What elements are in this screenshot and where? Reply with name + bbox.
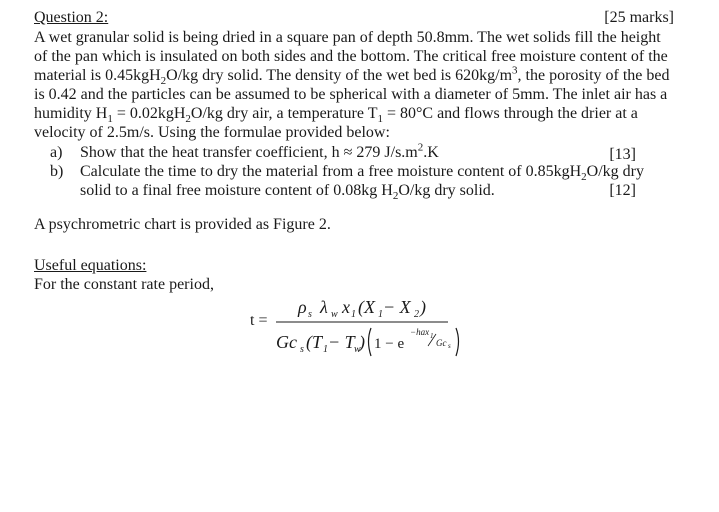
useful-equations-heading: Useful equations:	[34, 257, 147, 274]
eq-Tw-sub: w	[354, 344, 361, 355]
part-a-text: Show that the heat transfer coefficient, h ≈ 279 $J/s.m^2.K$	[80, 141, 439, 161]
eq-G: Gc	[276, 332, 297, 352]
eq-T-close: )	[359, 332, 365, 352]
constant-rate-label: For the constant rate period,	[34, 276, 214, 293]
eq-rho: ρ	[298, 297, 307, 317]
part-b-marks: [12]	[609, 182, 636, 199]
body-line-6: velocity of 2.5m/s. Using the formulae provided below:	[34, 124, 390, 141]
part-a-label: a)	[50, 144, 63, 161]
eq-lambda: λ	[320, 297, 328, 317]
eq-G-sub: s	[300, 344, 304, 355]
part-b-text: Calculate the time to dry the material from a free moisture content of 0.85kgH$_2$O/kg dry solid to a final free moisture content of 0.08kg $H_2O/kg$ dry solid.	[80, 163, 644, 203]
eq-T: (T	[306, 332, 323, 352]
body-line-3: material is 0.45kgH$_2$O/kg dry solid. The density of the wet bed is $620kg/m^3$, the porosity of the bed	[34, 64, 670, 88]
body-line-4: is 0.42 and the particles can be assumed to be spherical with a diameter of 5mm. The inlet air has a	[34, 86, 668, 103]
question-title: Question 2:	[34, 9, 109, 26]
eq-T-minus: − T	[328, 332, 355, 352]
eq-T1-sub: 1	[323, 344, 328, 355]
body-line-2: of the pan which is insulated on both sides and the bottom. The critical free moisture content of the	[34, 48, 668, 65]
eq-exponent-den-sub: s	[448, 342, 451, 350]
eq-rho-sub: s	[308, 309, 312, 320]
question-marks: [25 marks]	[604, 9, 674, 26]
eq-X1-sub: 1	[378, 309, 383, 320]
question-body	[34, 28, 682, 142]
body-line-1: A wet granular solid is being dried in a square pan of depth 50.8mm. The wet solids fill the height	[34, 29, 661, 46]
eq-x: x	[342, 297, 350, 317]
equation-svg	[250, 296, 470, 376]
drying-time-equation	[250, 296, 470, 376]
eq-exponent-sub: 1	[430, 332, 434, 340]
chart-note: A psychrometric chart is provided as Figure 2.	[34, 216, 331, 233]
eq-X1: (X	[358, 297, 375, 317]
eq-X2-sub: 2	[414, 309, 419, 320]
eq-exponent-den: Gc	[436, 338, 447, 348]
eq-lhs: t =	[250, 312, 268, 329]
eq-exponent: −hax	[410, 327, 430, 337]
eq-close: )	[420, 297, 426, 317]
eq-one-minus-e: 1 − e	[374, 336, 405, 352]
question-header	[34, 9, 674, 27]
eq-left-paren	[369, 328, 372, 356]
part-b-label: b)	[50, 163, 64, 180]
eq-x-sub: 1	[351, 309, 356, 320]
eq-lambda-sub: w	[331, 309, 338, 320]
body-line-5: humidity $H_1 = 0.02kgH_2O/kg$ dry air, a temperature $T_1 = 80^\circ C$ and flows through the drier at a	[34, 105, 638, 126]
eq-right-paren	[456, 328, 459, 356]
eq-minus-X: − X	[383, 297, 411, 317]
part-a-marks: [13]	[609, 146, 636, 163]
